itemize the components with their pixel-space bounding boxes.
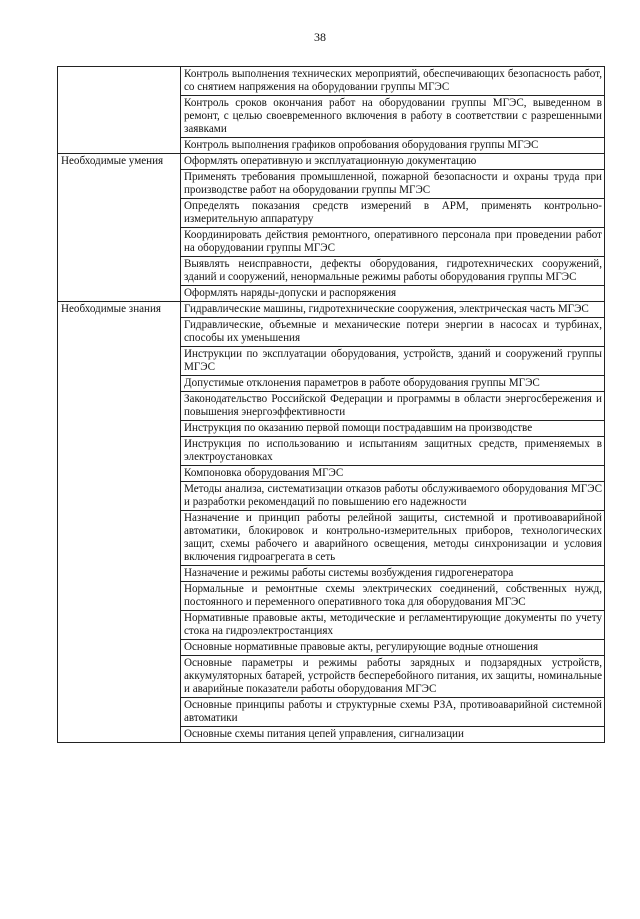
description-cell: Инструкция по использованию и испытаниям защитных средств, применяемых в электроустановках (181, 437, 605, 466)
table-row (58, 154, 605, 170)
description-cell: Гидравлические машины, гидротехнические сооружения, электрическая часть МГЭС (181, 302, 605, 318)
description-cell: Основные параметры и режимы работы зарядных и подзарядных устройств, аккумуляторных батарей, устройств бесперебойного питания, их защиты, номинальные и аварийные показатели работы оборудования МГЭС (181, 656, 605, 698)
description-cell: Компоновка оборудования МГЭС (181, 466, 605, 482)
description-cell: Допустимые отклонения параметров в работе оборудования группы МГЭС (181, 376, 605, 392)
description-cell: Применять требования промышленной, пожарной безопасности и охраны труда при производстве работ на оборудовании группы МГЭС (181, 170, 605, 199)
requirements-table-body (58, 67, 605, 743)
description-cell: Нормальные и ремонтные схемы электрических соединений, собственных нужд, постоянного и переменного оперативного тока для оборудования МГЭС (181, 582, 605, 611)
description-cell: Контроль сроков окончания работ на оборудовании группы МГЭС, выведенном в ремонт, с целью своевременного включения в работу в соответствии с разрешенными заявками (181, 96, 605, 138)
description-cell: Основные нормативные правовые акты, регулирующие водные отношения (181, 640, 605, 656)
description-cell: Определять показания средств измерений в АРМ, применять контрольно-измерительную аппаратуру (181, 199, 605, 228)
table-row (58, 67, 605, 96)
description-cell: Методы анализа, систематизации отказов работы обслуживаемого оборудования МГЭС и разработки рекомендаций по повышению его надежности (181, 482, 605, 511)
description-cell: Законодательство Российской Федерации и программы в области энергосбережения и повышения энергоэффективности (181, 392, 605, 421)
page-number: 38 (314, 30, 326, 44)
description-cell: Координировать действия ремонтного, оперативного персонала при проведении работ на оборудовании группы МГЭС (181, 228, 605, 257)
category-cell (58, 67, 181, 154)
description-cell: Оформлять оперативную и эксплуатационную документацию (181, 154, 605, 170)
category-cell: Необходимые знания (58, 302, 181, 743)
description-cell: Основные принципы работы и структурные схемы РЗА, противоаварийной системной автоматики (181, 698, 605, 727)
description-cell: Основные схемы питания цепей управления, сигнализации (181, 727, 605, 743)
description-cell: Оформлять наряды-допуски и распоряжения (181, 286, 605, 302)
description-cell: Назначение и принцип работы релейной защиты, системной и противоаварийной автоматики, блокировок и контрольно-измерительных приборов, технологических защит, схемы рабочего и аварийного освещения, методы синхронизации и условия включения гидроагрегата в сеть (181, 511, 605, 566)
description-cell: Контроль выполнения технических мероприятий, обеспечивающих безопасность работ, со снятием напряжения на оборудовании группы МГЭС (181, 67, 605, 96)
description-cell: Инструкции по эксплуатации оборудования, устройств, зданий и сооружений группы МГЭС (181, 347, 605, 376)
requirements-table (57, 66, 605, 743)
description-cell: Гидравлические, объемные и механические потери энергии в насосах и турбинах, способы их уменьшения (181, 318, 605, 347)
description-cell: Нормативные правовые акты, методические и регламентирующие документы по учету стока на гидроэлектростанциях (181, 611, 605, 640)
category-cell: Необходимые умения (58, 154, 181, 302)
description-cell: Выявлять неисправности, дефекты оборудования, гидротехнических сооружений, зданий и сооружений, ненормальные режимы работы оборудования группы МГЭС (181, 257, 605, 286)
description-cell: Назначение и режимы работы системы возбуждения гидрогенератора (181, 566, 605, 582)
table-row (58, 302, 605, 318)
description-cell: Инструкция по оказанию первой помощи пострадавшим на производстве (181, 421, 605, 437)
description-cell: Контроль выполнения графиков опробования оборудования группы МГЭС (181, 138, 605, 154)
